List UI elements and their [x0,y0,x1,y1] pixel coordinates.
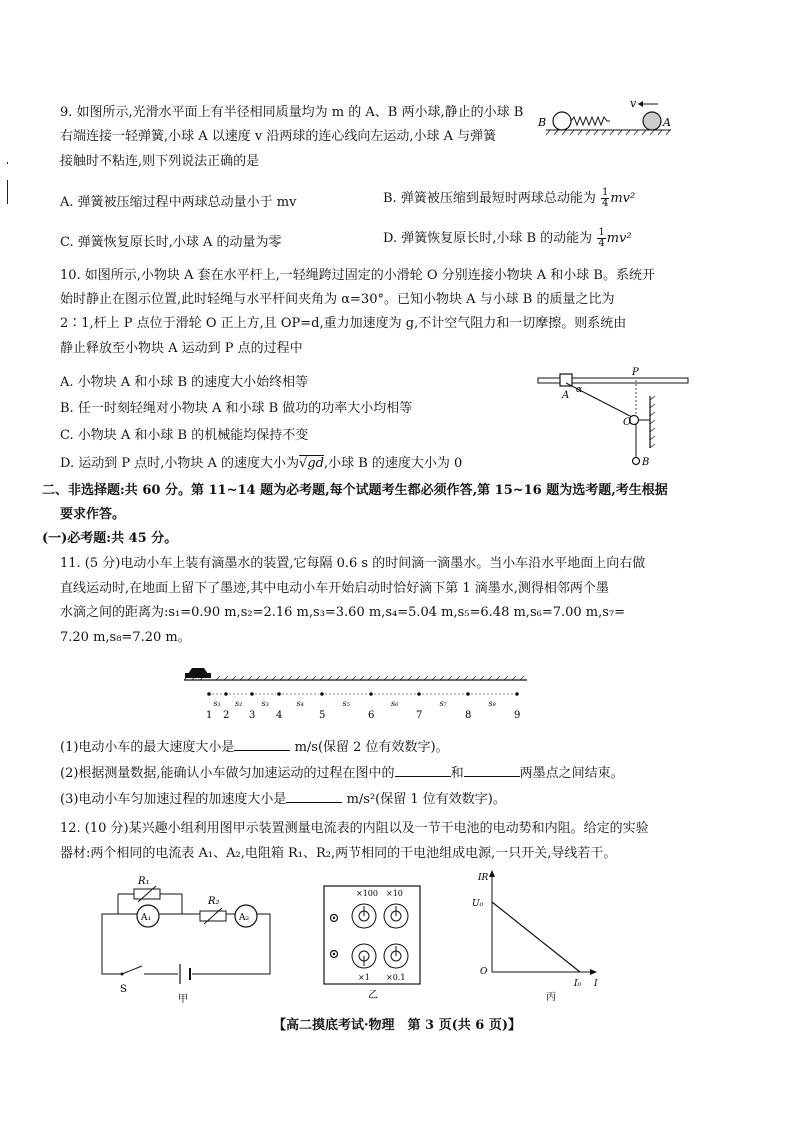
q12-circuit-figure [96,864,276,1004]
q9-label-v: v [630,97,637,110]
q12-resistance-box-figure [322,872,432,1002]
q9-ground-hatch [546,130,670,135]
label-r2: R₂ [208,896,220,907]
q9-spring [571,117,610,125]
graph-origin: O [480,967,488,977]
q11-line-4: 7.20 m,s₈=7.20 m。 [60,630,191,645]
segment-label: s₆ [391,699,399,708]
graph-u0: U₀ [472,899,484,909]
label-x100: ×100 [356,889,378,898]
q11-sub2-mid: 和 [450,766,464,781]
q10-figure [534,368,694,468]
margin-mark [7,162,8,164]
caption-bing: 丙 [546,992,556,1003]
q12-line-2: 器材:两个相同的电流表 A₁、A₂,电阻箱 R₁、R₂,两节相同的干电池组成电源,一只开关,导线若干。 [60,846,617,861]
q9-option-d[interactable] [383,227,632,249]
margin-mark [7,180,8,204]
q10-line-4: 静止释放至小物块 A 运动到 P 点的过程中 [60,341,303,356]
graph-xlabel: I [594,979,598,989]
ink-dot [277,692,281,696]
q12-graph-figure [470,868,600,1003]
segment-label: s₄ [296,699,304,708]
q9-option-c-text: C. 弹簧恢复原长时,小球 A 的动量为零 [60,235,282,250]
q9-option-c[interactable] [60,231,282,250]
ink-dot-number: 1 [206,710,213,721]
ink-dot-number: 6 [368,710,375,721]
ink-dot-number: 4 [276,710,283,721]
q10-label-o: O [623,417,632,428]
label-r1: R₁ [138,876,150,887]
q10-option-c[interactable] [60,424,308,443]
label-x0-1: ×0.1 [386,973,406,982]
q10-line-1: 10. 如图所示,小物块 A 套在水平杆上,一轻绳跨过固定的小滑轮 O 分别连接小物块 A 和小球 B。系统开 [60,268,655,283]
graph-y-arrow [489,870,495,877]
q9-option-b-mv2: mv² [610,191,636,206]
q9-line-1: 9. 如图所示,光滑水平面上有半径相同质量均为 m 的 A、B 两小球,静止的小球 B [60,105,524,120]
ink-dot-number: 9 [514,710,521,721]
q11-figure [182,664,532,724]
resistance-box-frame [324,886,420,984]
section2-heading-1: 二、非选择题:共 60 分。第 11~14 题为必考题,每个试题考生都必须作答,第 15~16 题为选考题,考生根据 [42,483,668,498]
q10-option-a[interactable] [60,371,308,390]
q10-option-d-post: ,小球 B 的速度大小为 0 [323,456,463,471]
q11-sub2-post: 两墨点之间结束。 [519,766,624,781]
q11-sub3-post: m/s²(保留 1 位有效数字)。 [346,792,506,807]
q11-line-1: 11. (5 分)电动小车上装有滴墨水的装置,它每隔 0.6 s 的时间滴一滴墨水。当小车沿水平地面上向右做 [60,556,646,571]
q9-option-b-text: B. 弹簧被压缩到最短时两球总动能为 [383,191,596,206]
graph-x-arrow [590,969,597,975]
q9-figure [536,96,676,136]
q10-label-b: B [642,457,650,468]
q10-option-d-pre: D. 运动到 P 点时,小物块 A 的速度大小为 [60,456,300,471]
q9-option-d-fraction: $\frac{1}{4}$ [598,227,605,249]
q11-sub3 [60,790,506,809]
q10-option-d-root: √gd [299,456,324,471]
car-body [185,673,211,678]
label-a1: A₁ [141,913,152,923]
q10-option-d[interactable] [60,452,462,471]
q9-label-a: A [663,116,671,129]
ink-dot-number: 8 [465,710,472,721]
segment-label: s₇ [439,699,447,708]
segment-label: s₁ [213,699,221,708]
section2-heading-2: 要求作答。 [60,507,126,522]
q11-sub1-blank[interactable] [234,738,290,751]
q9-line-2: 右端连接一轻弹簧,小球 A 以速度 v 沿两球的连心线向左运动,小球 A 与弹簧 [60,129,497,144]
segment-label: s₈ [488,699,496,708]
segment-label: s₃ [261,699,269,708]
q9-ball-a [643,112,661,130]
q9-option-a-text: A. 弹簧被压缩过程中两球总动量小于 mv [60,195,297,210]
q10-line-3: 2∶1,杆上 P 点位于滑轮 O 正上方,且 OP=d,重力加速度为 g,不计空气阻力和一切摩擦。则系统由 [60,316,627,331]
q11-line-3: 水滴之间的距离为:s₁=0.90 m,s₂=2.16 m,s₃=3.60 m,s₄=5.04 m,s₅=6.48 m,s₆=7.00 m,s₇= [60,605,626,620]
q10-option-a-text: A. 小物块 A 和小球 B 的速度大小始终相等 [60,375,309,390]
q10-wall-hatch [650,396,655,448]
section2-subheading: (一)必考题:共 45 分。 [42,531,178,546]
q11-sub2-blank-2[interactable] [464,764,520,777]
q10-ball-b [633,458,640,465]
q11-sub3-pre: (3)电动小车匀加速过程的加速度大小是 [60,792,287,807]
label-x10: ×10 [386,889,403,898]
q10-option-c-text: C. 小物块 A 和小球 B 的机械能均保持不变 [60,428,309,443]
q9-ball-b [553,112,571,130]
page-footer: 【高二摸底考试·物理 第 3 页(共 6 页)】 [272,1018,522,1033]
label-x1: ×1 [358,973,370,982]
caption-jia: 甲 [178,994,188,1005]
q11-sub3-blank[interactable] [286,790,342,803]
q11-sub1-post: m/s(保留 2 位有效数字)。 [294,740,449,755]
q10-label-p: P [632,367,639,378]
ink-dot [207,692,211,696]
ink-dot [320,692,324,696]
q11-sub1 [60,738,449,757]
q11-sub2-blank-1[interactable] [395,764,451,777]
q9-option-d-text: D. 弹簧恢复原长时,小球 B 的动能为 [383,231,593,246]
segment-label: s₅ [342,699,350,708]
segment-label: s₂ [235,699,243,708]
ink-dot [250,692,254,696]
q9-label-b: B [538,116,547,129]
q11-sub2-pre: (2)根据测量数据,能确认小车做匀加速运动的过程在图中的 [60,766,395,781]
ink-dot [515,692,519,696]
q10-option-b-text: B. 任一时刻轻绳对小物块 A 和小球 B 做功的功率大小均相等 [60,401,413,416]
q12-line-1: 12. (10 分)某兴趣小组利用图甲示装置测量电流表的内阻以及一节干电池的电动势和内阻。给定的实验 [60,821,649,836]
graph-i0: I₀ [574,979,582,989]
ink-dot-number: 2 [223,710,230,721]
ink-dot [417,692,421,696]
ink-dot-number: 3 [249,710,256,721]
graph-line [492,902,580,972]
q9-option-b-fraction: $\frac{1}{4}$ [601,187,609,209]
ink-dot [466,692,470,696]
q10-block-a [560,374,572,386]
ink-dot [224,692,228,696]
q10-option-b[interactable] [60,397,412,416]
ink-dot-number: 5 [319,710,326,721]
q10-label-alpha: α [576,385,583,395]
q9-option-a[interactable] [60,191,296,210]
graph-ylabel: IR [478,873,489,883]
q9-option-b[interactable] [383,187,635,209]
q9-line-3: 接触时不粘连,则下列说法正确的是 [60,154,260,169]
q10-line-2: 始时静止在图示位置,此时轻绳与水平杆间夹角为 α=30°。已知小物块 A 与小球 B 的质量之比为 [60,292,615,307]
ink-dot-number: 7 [416,710,423,721]
q10-label-a: A [562,390,570,401]
label-a2: A₂ [239,913,250,923]
q11-sub1-pre: (1)电动小车的最大速度大小是 [60,740,235,755]
q9-option-d-mv2: mv² [606,231,632,246]
ink-dot [369,692,373,696]
label-s: S [120,984,127,995]
caption-yi: 乙 [368,990,378,1001]
q11-line-2: 直线运动时,在地面上留下了墨迹,其中电动小车开始启动时恰好滴下第 1 滴墨水,测得相邻两个墨 [60,581,609,596]
q11-sub2 [60,764,624,783]
q9-arrow-head [638,101,643,107]
